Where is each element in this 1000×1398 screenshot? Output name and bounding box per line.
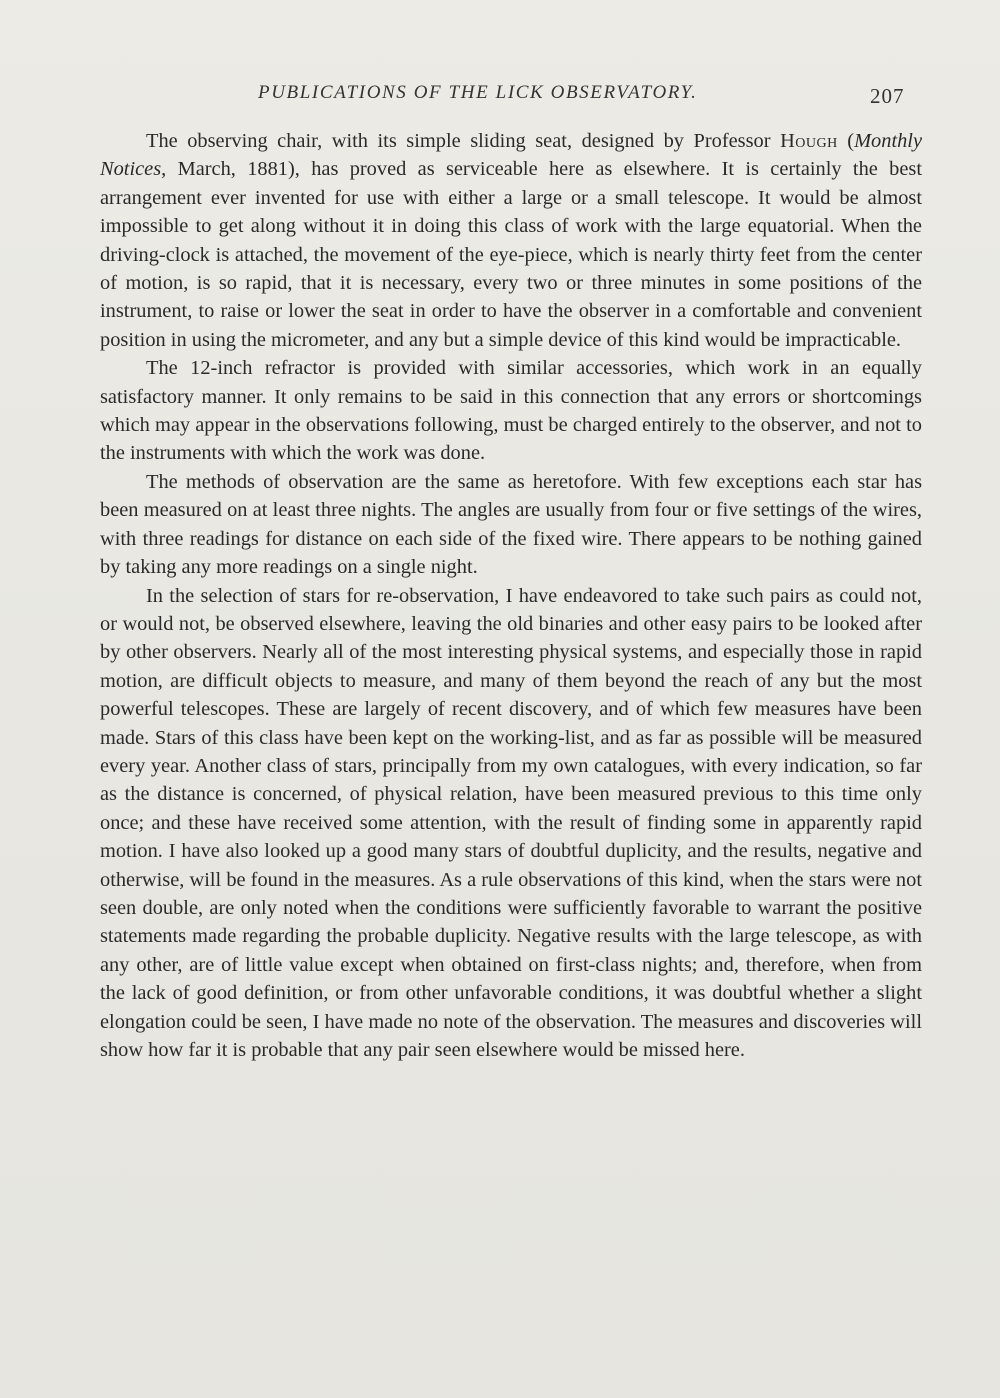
- paragraph-text: (: [837, 130, 855, 152]
- page-number: 207: [870, 84, 905, 108]
- paragraph-observing-chair: [100, 127, 922, 354]
- person-name: Hough: [780, 130, 838, 152]
- paragraph-text: The observing chair, with its simple sliding seat, designed by Professor: [146, 130, 781, 152]
- journal-title: Monthly Notices: [100, 130, 923, 181]
- body-text: [100, 127, 922, 1064]
- paragraph-12-inch-refractor: The 12-inch refractor is provided with similar accessories, which work in an equally satisfactory manner. It only remains to be said in this connection that any errors or shortcomings which may appear in the observations following, must be charged entirely to the observer, and not to the instruments with which the work was done.: [100, 357, 922, 465]
- running-head-title: PUBLICATIONS OF THE LICK OBSERVATORY.: [258, 82, 698, 103]
- paragraph-methods-of-observation: The methods of observation are the same as heretofore. With few exceptions each star has been measured on at least three nights. The angles are usually from four or five settings of the wires, with three readings for distance on each side of the fixed wire. There appears to be nothing gained by taking any more readings on a single night.: [100, 470, 922, 579]
- paragraph-selection-of-stars: In the selection of stars for re-observation, I have endeavored to take such pairs as could not, or would not, be observed elsewhere, leaving the old binaries and other easy pairs to be looked after by other observers. Nearly all of the most interesting physical systems, and especially those in rapid motion, are difficult objects to measure, and many of them beyond the reach of any but the most powerful telescopes. These are largely of recent discovery, and of which few measures have been made. Stars of this class have been kept on the working-list, and as far as possible will be measured every year. Another class of stars, principally from my own catalogues, with every indication, so far as the distance is concerned, of physical relation, have been measured previous to this time only once; and these have received some attention, with the result of finding some in apparently rapid motion. I have also looked up a good many stars of doubtful duplicity, and the results, negative and otherwise, will be found in the measures. As a rule observations of this kind, when the stars were not seen double, are only noted when the conditions were sufficiently favorable to warrant the positive statements made regarding the probable duplicity. Negative results with the large telescope, as with any other, are of little value except when obtained on first-class nights; and, therefore, when from the lack of good definition, or from other unfavorable conditions, it was doubtful whether a slight elongation could be seen, I have made no note of the observation. The measures and discoveries will show how far it is probable that any pair seen elsewhere would be missed here.: [100, 584, 922, 1061]
- paragraph-text: , March, 1881), has proved as serviceable here as elsewhere. It is certainly the best arrangement ever invented for use with either a large or a small telescope. It would be almost impossible to get along without it in doing this class of work with the large equatorial. When the driving-clock is attached, the movement of the eye-piece, which is nearly thirty feet from the center of motion, is so rapid, that it is necessary, every two or three minutes in some positions of the instrument, to raise or lower the seat in order to have the observer in a comfortable and convenient position in using the micrometer, and any but a simple device of this kind would be impracticable.: [100, 158, 922, 351]
